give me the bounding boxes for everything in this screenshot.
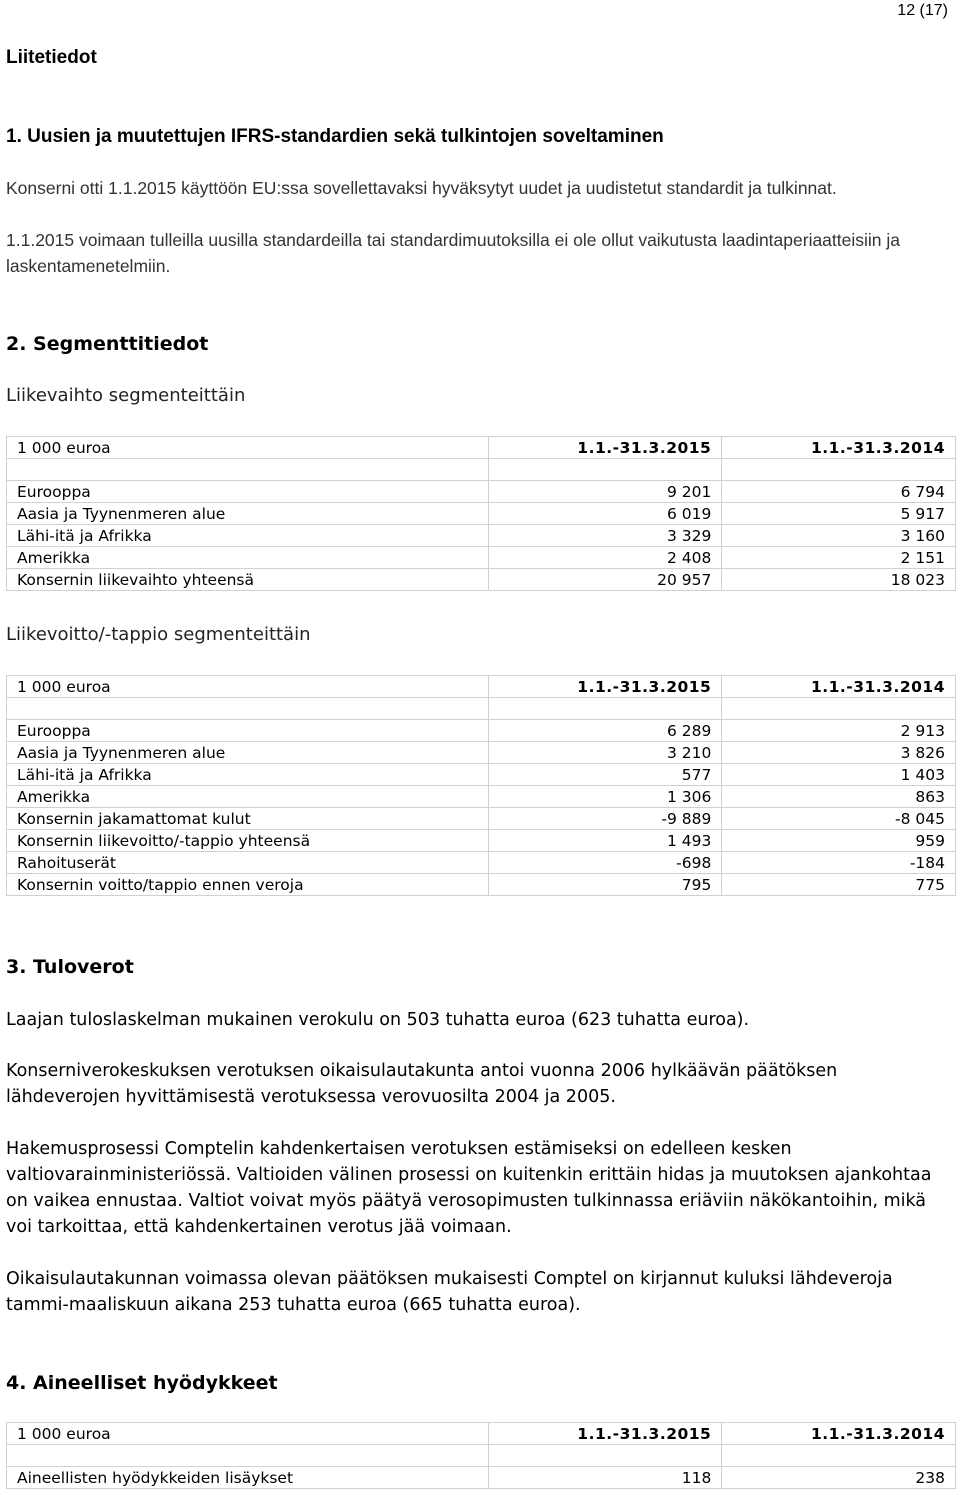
header-2015: 1.1.-31.3.2015 — [488, 1423, 722, 1445]
row-label: Konsernin liikevoitto/-tappio yhteensä — [7, 830, 489, 852]
section3-para2: Konserniverokeskuksen verotuksen oikaisulautakunta antoi vuonna 2006 hylkäävän päätöksen lähdeverojen hyvittämisestä verotuksessa verovuosilta 2004 ja 2005. — [6, 1061, 838, 1107]
row-label: Lähi-itä ja Afrikka — [7, 764, 489, 786]
tangible-assets-table — [6, 1422, 956, 1489]
row-value-2015: 9 201 — [488, 481, 722, 503]
table-row — [7, 764, 956, 786]
row-value-2015: 118 — [488, 1467, 722, 1489]
row-value-2014: 2 913 — [722, 720, 956, 742]
revenue-table — [6, 436, 956, 591]
section2-heading: 2. Segmenttitiedot — [6, 333, 209, 355]
row-label: Aasia ja Tyynenmeren alue — [7, 503, 489, 525]
section1-heading: 1. Uusien ja muutettujen IFRS-standardien sekä tulkintojen soveltaminen — [6, 126, 664, 147]
table-row — [7, 830, 956, 852]
row-value-2014: 959 — [722, 830, 956, 852]
header-unit: 1 000 euroa — [7, 437, 489, 459]
row-value-2015: 6 289 — [488, 720, 722, 742]
page-title: Liitetiedot — [6, 47, 97, 68]
row-label: Aineellisten hyödykkeiden lisäykset — [7, 1467, 489, 1489]
table-row — [7, 852, 956, 874]
table-header-row — [7, 437, 956, 459]
row-label: Konsernin voitto/tappio ennen veroja — [7, 874, 489, 896]
section3-para3: Hakemusprosessi Comptelin kahdenkertaisen verotuksen estämiseksi on edelleen kesken valtiovarainministeriössä. Valtioiden välinen prosessi on kuitenkin erittäin hidas ja muutoksen ajankohtaa on vaikea ennustaa. Valtiot voivat myös päätyä verosopimusten tulkinnassa eriäviin näkökantoihin, mikä voi tarkoittaa, että kahdenkertainen verotus jää voimaan. — [6, 1139, 932, 1237]
table-row — [7, 720, 956, 742]
row-label: Lähi-itä ja Afrikka — [7, 525, 489, 547]
spacer-row — [7, 459, 956, 481]
row-label: Konsernin jakamattomat kulut — [7, 808, 489, 830]
table-row — [7, 1467, 956, 1489]
table1-subtitle: Liikevaihto segmenteittäin — [6, 385, 246, 406]
row-value-2014: 2 151 — [722, 547, 956, 569]
table-row — [7, 569, 956, 591]
header-2015: 1.1.-31.3.2015 — [488, 676, 722, 698]
row-label: Eurooppa — [7, 720, 489, 742]
header-2014: 1.1.-31.3.2014 — [722, 1423, 956, 1445]
table-header-row — [7, 676, 956, 698]
row-label: Amerikka — [7, 786, 489, 808]
table-row — [7, 503, 956, 525]
section3-para1: Laajan tuloslaskelman mukainen verokulu on 503 tuhatta euroa (623 tuhatta euroa). — [6, 1010, 750, 1030]
table-row — [7, 742, 956, 764]
row-value-2014: 238 — [722, 1467, 956, 1489]
table-row — [7, 481, 956, 503]
row-value-2015: 20 957 — [488, 569, 722, 591]
row-value-2014: 863 — [722, 786, 956, 808]
section4-heading: 4. Aineelliset hyödykkeet — [6, 1372, 278, 1394]
table-row — [7, 525, 956, 547]
table-header-row — [7, 1423, 956, 1445]
row-label: Eurooppa — [7, 481, 489, 503]
section3-para4: Oikaisulautakunnan voimassa olevan päätöksen mukaisesti Comptel on kirjannut kuluksi lähdeveroja tammi-maaliskuun aikana 253 tuhatta euroa (665 tuhatta euroa). — [6, 1269, 893, 1315]
row-value-2015: -9 889 — [488, 808, 722, 830]
header-2014: 1.1.-31.3.2014 — [722, 676, 956, 698]
table-row — [7, 547, 956, 569]
section3-heading: 3. Tuloverot — [6, 956, 134, 978]
row-value-2014: 3 826 — [722, 742, 956, 764]
header-unit: 1 000 euroa — [7, 676, 489, 698]
row-label: Rahoituserät — [7, 852, 489, 874]
row-value-2015: 3 210 — [488, 742, 722, 764]
row-label: Amerikka — [7, 547, 489, 569]
table-row — [7, 808, 956, 830]
row-value-2014: 5 917 — [722, 503, 956, 525]
table-row — [7, 786, 956, 808]
header-2014: 1.1.-31.3.2014 — [722, 437, 956, 459]
row-value-2014: -8 045 — [722, 808, 956, 830]
row-value-2015: 577 — [488, 764, 722, 786]
section1-para1: Konserni otti 1.1.2015 käyttöön EU:ssa sovellettavaksi hyväksytyt uudet ja uudistetut standardit ja tulkinnat. — [6, 178, 837, 198]
row-value-2015: 795 — [488, 874, 722, 896]
row-value-2014: 6 794 — [722, 481, 956, 503]
row-value-2014: 3 160 — [722, 525, 956, 547]
row-label: Aasia ja Tyynenmeren alue — [7, 742, 489, 764]
section1-para2: 1.1.2015 voimaan tulleilla uusilla standardeilla tai standardimuutoksilla ei ole ollut vaikutusta laadintaperiaatteisiin ja laskentamenetelmiin. — [6, 230, 901, 276]
table2-subtitle: Liikevoitto/-tappio segmenteittäin — [6, 624, 311, 645]
row-label: Konsernin liikevaihto yhteensä — [7, 569, 489, 591]
row-value-2014: 18 023 — [722, 569, 956, 591]
row-value-2014: -184 — [722, 852, 956, 874]
row-value-2015: 3 329 — [488, 525, 722, 547]
row-value-2014: 775 — [722, 874, 956, 896]
operating-profit-table — [6, 675, 956, 896]
table-row — [7, 874, 956, 896]
spacer-row — [7, 1445, 956, 1467]
row-value-2015: 1 493 — [488, 830, 722, 852]
row-value-2014: 1 403 — [722, 764, 956, 786]
row-value-2015: -698 — [488, 852, 722, 874]
spacer-row — [7, 698, 956, 720]
row-value-2015: 6 019 — [488, 503, 722, 525]
header-2015: 1.1.-31.3.2015 — [488, 437, 722, 459]
row-value-2015: 2 408 — [488, 547, 722, 569]
header-unit: 1 000 euroa — [7, 1423, 489, 1445]
row-value-2015: 1 306 — [488, 786, 722, 808]
page-number: 12 (17) — [897, 2, 948, 19]
